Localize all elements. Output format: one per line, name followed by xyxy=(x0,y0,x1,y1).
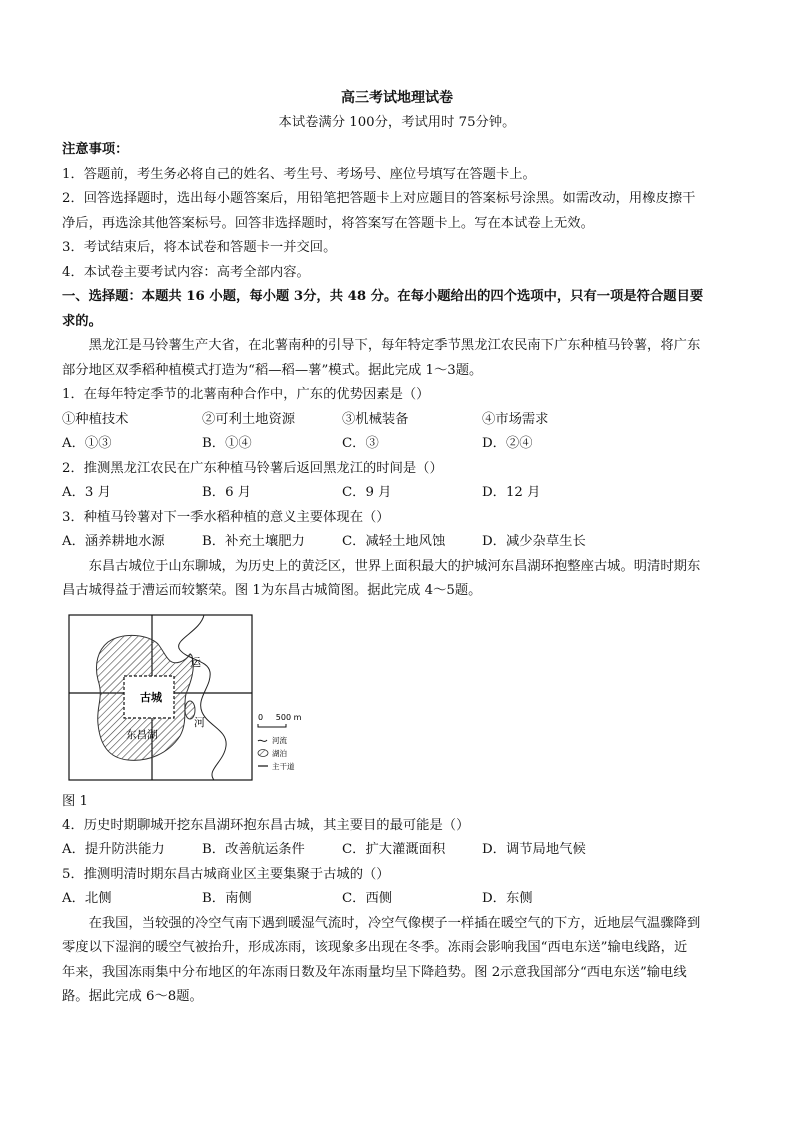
option-d: D．12 月 xyxy=(482,485,541,500)
figure-1-caption: 图 1 xyxy=(62,793,88,809)
question-1-stem: 1．在每年特定季节的北薯南种合作中，广东的优势因素是（） xyxy=(62,387,430,402)
passage-3-cont: 年来，我国冻雨集中分布地区的年冻雨日数及年冻雨量均呈下降趋势。图 2示意我国部分“西电东送”输电线 xyxy=(62,964,687,980)
legend-river-label: 河流 xyxy=(272,735,287,745)
option-c: C．③ xyxy=(342,436,379,451)
passage-1-cont: 部分地区双季稻种植模式打造为“稻—稻—薯”模式。据此完成 1～3题。 xyxy=(62,362,483,378)
passage-2: 东昌古城位于山东聊城，为历史上的黄泛区，世界上面积最大的护城河东昌湖环抱整座古城。明清时期东 xyxy=(88,558,701,574)
option-d: D．调节局地气候 xyxy=(482,842,586,857)
option-a: A．①③ xyxy=(62,436,112,451)
note-item: 3．考试结束后，将本试卷和答题卡一并交回。 xyxy=(62,240,337,255)
option-a: A．3 月 xyxy=(62,485,111,500)
factor: ③机械装备 xyxy=(342,411,409,427)
map-svg xyxy=(68,614,368,784)
exam-title: 高三考试地理试卷 xyxy=(341,90,453,106)
question-2-stem: 2．推测黑龙江农民在广东种植马铃薯后返回黑龙江的时间是（） xyxy=(62,460,443,476)
passage-2-cont: 昌古城得益于漕运而较繁荣。图 1为东昌古城简图。据此完成 4～5题。 xyxy=(62,583,482,598)
question-5-stem: 5．推测明清时期东昌古城商业区主要集聚于古城的（） xyxy=(62,866,390,882)
factor: ①种植技术 xyxy=(62,411,129,427)
legend-lake-label: 湖泊 xyxy=(272,748,287,758)
note-item: 2．回答选择题时，选出每小题答案后，用铅笔把答题卡上对应题目的答案标号涂黑。如需改动，用橡皮擦干 xyxy=(62,191,696,206)
option-c: C．减轻土地风蚀 xyxy=(342,534,446,549)
canal-label-top: 运 xyxy=(190,655,201,669)
lake-label: 东昌湖 xyxy=(126,728,158,741)
scale-label: 0 500 m xyxy=(258,712,302,722)
factor: ④市场需求 xyxy=(482,411,549,427)
option-a: A．涵养耕地水源 xyxy=(62,534,165,549)
note-item: 4．本试卷主要考试内容：高考全部内容。 xyxy=(62,264,310,280)
notes-heading: 注意事项： xyxy=(62,142,129,157)
canal-label-bottom: 河 xyxy=(194,715,205,729)
option-c: C．西侧 xyxy=(342,891,393,906)
option-b: B．南侧 xyxy=(202,891,252,906)
option-b: B．改善航运条件 xyxy=(202,842,305,857)
option-b: B．6 月 xyxy=(202,485,252,500)
old-city-label: 古城 xyxy=(140,690,162,704)
section-heading: 一、选择题：本题共 16 小题，每小题 3分，共 48 分。在每小题给出的四个选项中，只有一项是符合题目要 xyxy=(62,289,704,304)
legend-river-symbol xyxy=(258,740,267,741)
section-heading-cont: 求的。 xyxy=(62,313,102,329)
option-c: C．扩大灌溉面积 xyxy=(342,842,446,857)
legend-road-label: 主干道 xyxy=(272,761,295,771)
note-item: 净后，再选涂其他答案标号。回答非选择题时，将答案写在答题卡上。写在本试卷上无效。 xyxy=(62,215,594,231)
question-3-stem: 3．种植马铃薯对下一季水稻种植的意义主要体现在（） xyxy=(62,509,390,525)
passage-3-cont: 路。据此完成 6～8题。 xyxy=(62,989,203,1004)
option-d: D．②④ xyxy=(482,436,533,451)
figure-1-map xyxy=(68,614,368,784)
note-item: 1．答题前，考生务必将自己的姓名、考生号、考场号、座位号填写在答题卡上。 xyxy=(62,166,536,182)
scale-bar xyxy=(258,724,286,727)
question-1-options xyxy=(62,432,732,457)
option-a: A．北侧 xyxy=(62,891,112,906)
option-b: B．补充土壤肥力 xyxy=(202,534,305,549)
passage-3-cont: 零度以下湿润的暖空气被抬升，形成冻雨，该现象多出现在冬季。冻雨会影响我国“西电东送”输电线路，近 xyxy=(62,940,688,955)
question-1-factors xyxy=(62,408,732,433)
exam-subtitle: 本试卷满分 100分，考试用时 75分钟。 xyxy=(278,115,516,130)
factor: ②可利土地资源 xyxy=(202,411,296,427)
legend-lake-symbol xyxy=(258,749,268,756)
option-a: A．提升防洪能力 xyxy=(62,842,165,857)
passage-3: 在我国，当较强的冷空气南下遇到暖湿气流时，冷空气像楔子一样插在暖空气的下方，近地层气温骤降到 xyxy=(88,915,701,931)
option-d: D．减少杂草生长 xyxy=(482,534,586,549)
exam-page xyxy=(62,88,732,1010)
option-d: D．东侧 xyxy=(482,891,533,906)
question-5-options xyxy=(62,887,732,912)
option-b: B．①④ xyxy=(202,436,252,451)
passage-1: 黑龙江是马铃薯生产大省，在北薯南种的引导下，每年特定季节黑龙江农民南下广东种植马铃薯，将广东 xyxy=(88,338,701,353)
question-2-options xyxy=(62,481,732,506)
question-4-options xyxy=(62,838,732,863)
question-4-stem: 4．历史时期聊城开挖东昌湖环抱东昌古城，其主要目的最可能是（） xyxy=(62,817,470,833)
question-3-options xyxy=(62,530,732,555)
option-c: C．9 月 xyxy=(342,485,392,500)
